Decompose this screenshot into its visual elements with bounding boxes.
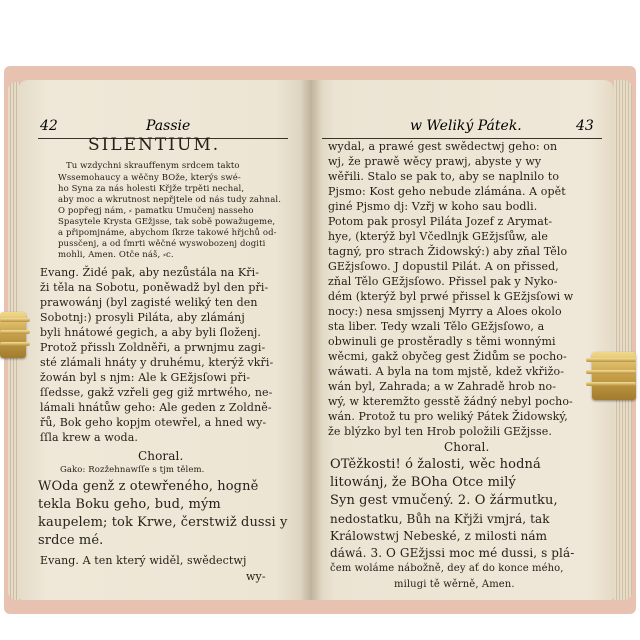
body-line: wěcmi, gakž obyčeg gest Židům se pocho- (328, 350, 567, 363)
hymn-line-right: Syn gest vmučený. 2. O žármutku, (330, 493, 558, 508)
intro-line: Tu wzdychni skrauffenym srdcem takto (66, 161, 240, 171)
left-page-title: SILENTIUM. (88, 135, 221, 155)
left-page-number: 42 (40, 118, 58, 134)
evang-line: byli hnátowé gegich, a aby byli ſloženj. (40, 326, 261, 339)
evang-line: Evang. Židé pak, aby nezůstála na Kři- (40, 266, 260, 279)
intro-line: O popřegj nám, ⸗ pamatku Umučenj nasseho (58, 206, 254, 216)
body-line: obwinuli ge prostěradly s těmi wonnými (328, 335, 556, 348)
intro-line: a připomjnáme, abychom ſkrze takowé hřjchů od- (58, 228, 277, 238)
body-line: wěřili. Stalo se pak to, aby se naplnilo to (328, 170, 560, 183)
hymn-line-left: WOda genž z otewřeného, hogně (38, 479, 259, 494)
evang-line: prawowánj (byl zagisté weliký ten den (40, 296, 258, 309)
hymn-line-right: litowánj, že BOha Otce milý (330, 475, 516, 490)
hymn-line-left: tekla Boku geho, bud, mým (38, 497, 221, 512)
evang-line: řů, Bok geho kopjm otewřel, a hned wy- (40, 416, 267, 429)
body-line: wáwati. A byla na tom mjstě, kdež vkřižo- (328, 365, 565, 378)
evang-line: Sobotnj:) prosyli Piláta, aby zlámánj (40, 311, 245, 324)
body-line: wydal, a prawé gest swědectwj geho: on (328, 140, 558, 153)
right-header-rule (322, 138, 602, 139)
evang-line: ži těla na Sobotu, poněwadž byl den při- (40, 281, 269, 294)
evang-line: lámali hnátůw geho: Ale geden z Zoldně- (40, 401, 272, 414)
hymn-line-right: čem woláme nábožně, dey ať do konce mého, (330, 563, 564, 574)
intro-line: Spasytele Krysta GEžjsse, tak sobě powažugeme, (58, 217, 276, 227)
body-line: nocy:) nesa smjssenj Myrry a Aloes okolo (328, 305, 562, 318)
body-line: zňal Tělo GEžjsſowo. Přissel pak y Nyko- (328, 275, 558, 288)
intro-line: mohli, Amen. Otče náš, ⸗c. (58, 250, 174, 260)
body-line: giné Pjsmo dj: Vzřj w koho sau bodli. (328, 200, 538, 213)
evang-line: ſſla krew a woda. (40, 431, 138, 444)
evang-line: ſſedsse, gakž vzřeli geg giž mrtwého, ne- (40, 386, 273, 399)
tune-line: Gako: Rozžehnawſſe s tjm tělem. (60, 465, 205, 475)
hymn-line-left: kaupelem; tok Krwe, čerstwiž dussi y (38, 515, 288, 530)
choral-label-left: Choral. (138, 449, 184, 463)
left-page-clip (0, 312, 26, 358)
evang-line: sté zlámali hnáty y druhému, kterýž vkři- (40, 356, 274, 369)
intro-line: pussčenj, a od ſmrti wěčné wyswobozenj dogiti (58, 239, 266, 249)
hymn-line-right: dáwá. 3. O GEžjssi moc mé dussi, s plá- (330, 546, 575, 560)
choral-label-right: Choral. (444, 440, 490, 454)
body-line: dém (kterýž byl prwé přissel k GEžjsſowi w (328, 290, 574, 303)
book-gutter (300, 80, 322, 600)
right-running-head: w Weliký Pátek. (410, 118, 522, 134)
body-line: wán byl, Zahrada; a w Zahradě hrob no- (328, 380, 557, 393)
body-line: sta liber. Tedy wzali Tělo GEžjsſowo, a (328, 320, 545, 333)
body-line: Pjsmo: Kost geho nebude zlámána. A opět (328, 185, 566, 198)
catchword: wy- (246, 570, 266, 583)
hymn-line-right: milugi tě wěrně, Amen. (394, 579, 515, 590)
hymn-line-right: OTěžkosti! ó žalosti, wěc hodná (330, 457, 541, 472)
evang-line: Protož přisslı Zoldněři, a prwnjmu zagi- (40, 341, 266, 354)
body-line: wý, w kteremžto gesstě žádný nebyl pocho- (328, 395, 573, 408)
hymn-line-right: nedostatku, Bůh na Křjži vmjrá, tak (330, 512, 550, 526)
body-line: že blýzko byl ten Hrob položili GEžjsse. (328, 425, 552, 438)
body-line: tagný, pro strach Židowský:) aby zňal Tělo (328, 245, 568, 258)
body-line: Potom pak prosyl Piláta Jozef z Arymat- (328, 215, 553, 228)
page-edges-right (614, 80, 632, 600)
closing-line: Evang. A ten který widěl, swědectwj (40, 554, 247, 567)
hymn-line-left: srdce mé. (38, 533, 104, 548)
evang-line: žowán byl s njm: Ale k GEžjsſowi při- (40, 371, 251, 384)
body-line: hye, (kterýž byl Včedlnjk GEžjsſůw, ale (328, 230, 548, 243)
body-line: wán. Protož tu pro weliký Pátek Židowský, (328, 410, 568, 423)
right-page-number: 43 (576, 118, 594, 134)
intro-line: aby moc a wkrutnost nepřjtele od nás tudy zahnal. (58, 195, 281, 205)
intro-line: ho Syna za nás holesti Křjže trpěti nechal, (58, 184, 245, 194)
hymn-line-right: Králowstwj Nebeské, z milosti nám (330, 529, 548, 543)
intro-line: Wssemohaucy a wěčny BOže, kterýs swé- (58, 173, 241, 183)
body-line: wj, že prawě wěcy prawj, abyste y wy (328, 155, 542, 168)
right-page-clip (592, 352, 636, 400)
left-running-head: Passie (146, 118, 191, 134)
body-line: GEžjsſowo. J dopustil Pilát. A on přissed, (328, 260, 559, 273)
